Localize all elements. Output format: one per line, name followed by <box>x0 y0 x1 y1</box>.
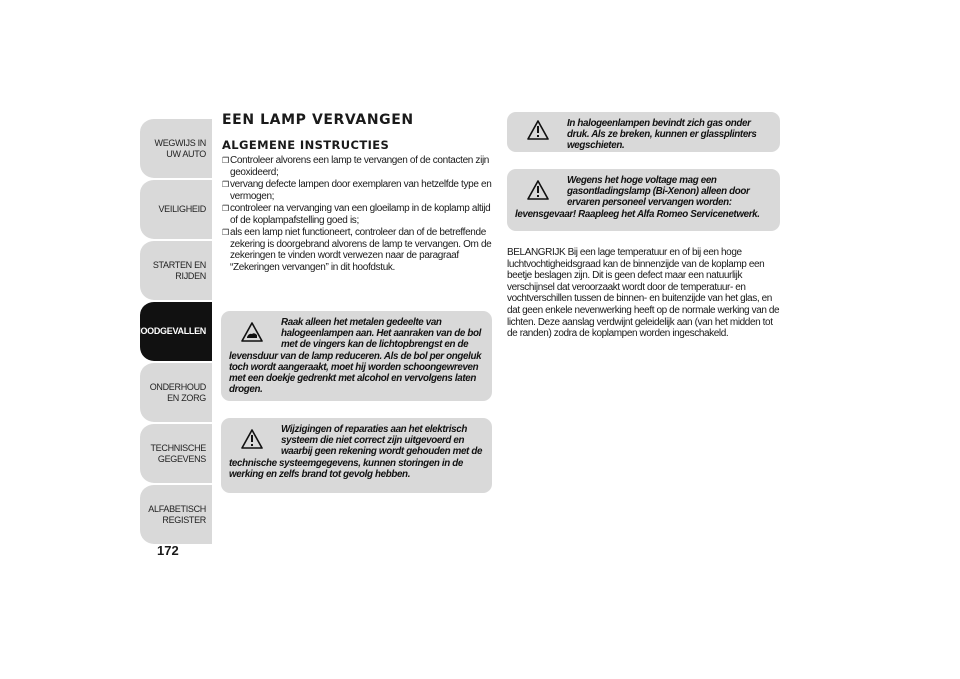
hand-warning-icon <box>241 322 263 342</box>
warning-text: Wegens het hoge voltage mag een gasontladingslamp (Bi-Xenon) alleen door ervaren personeel vervangen worden: levensgevaar! Raapleeg het Alfa Romeo Servicenetwerk. <box>515 175 760 220</box>
tab-technische-gegevens[interactable] <box>140 423 212 483</box>
checkbox-bullet-icon: ❒ <box>222 228 229 237</box>
tab-label: TECHNISCHE GEGEVENS <box>150 442 206 464</box>
checkbox-bullet-icon: ❒ <box>222 204 229 213</box>
checkbox-bullet-icon: ❒ <box>222 180 229 189</box>
warning-triangle-icon <box>241 429 263 449</box>
section-title: ALGEMENE INSTRUCTIES <box>222 138 390 152</box>
tab-noodgevallen[interactable] <box>134 301 212 361</box>
page-title: EEN LAMP VERVANGEN <box>222 112 414 128</box>
list-item <box>222 155 492 178</box>
tab-label: ONDERHOUD EN ZORG <box>149 381 206 403</box>
tab-label: ALFABETISCH REGISTER <box>148 503 206 525</box>
tab-label: NOODGEVALLEN <box>134 326 206 336</box>
tab-label: STARTEN EN RIJDEN <box>152 259 206 281</box>
tab-label: WEGWIJS IN UW AUTO <box>154 137 206 159</box>
warning-box-xenon <box>507 169 780 231</box>
page-number: 172 <box>157 543 179 558</box>
list-item-text: als een lamp niet functioneert, controleer dan of de betreffende zekering is doorgebrand alvorens de lamp te vervangen. Om de zekeringen te vinden wordt verwezen naar de paragraaf “Zekeringen vervangen” in dit hoofdstuk. <box>230 227 492 273</box>
warning-box-halogen-handling <box>221 311 492 401</box>
tab-veiligheid[interactable] <box>140 179 212 239</box>
list-item-text: Controleer alvorens een lamp te vervangen of de contacten zijn geoxideerd; <box>230 155 490 178</box>
warning-triangle-icon <box>527 120 549 140</box>
tab-label: VEILIGHEID <box>158 204 206 214</box>
tab-alfabetisch-register[interactable] <box>140 484 212 544</box>
warning-text: Raak alleen het metalen gedeelte van halogeenlampen aan. Het aanraken van de bol met de vingers kan de lichtopbrengst en de levensduur van de lamp reduceren. Als de bol per ongeluk toch wordt aangeraakt, moet hij worden schoongewreven met een doekje gedrenkt met alcohol en vervolgens laten drogen. <box>229 317 482 396</box>
tab-starten-en-rijden[interactable] <box>140 240 212 300</box>
list-item <box>222 203 492 226</box>
warning-triangle-icon <box>527 180 549 200</box>
list-item <box>222 179 492 202</box>
important-note: BELANGRIJK Bij een lage temperatuur en of bij een hoge luchtvochtigheidsgraad kan de binnenzijde van de koplamp een beetje beslagen zijn. Dit is geen defect maar een natuurlijk verschijnsel dat veroorzaakt wordt door de temperatuur- en vochtverschillen tussen de binnen- en buitenzijde van het glas, en dat geen enkele nevenwerking heeft op de normale werking van de lichten. Deze aanslag verdwijnt geleidelijk aan (van het midden tot de randen) zodra de koplampen worden ingeschakeld. <box>507 247 780 340</box>
checkbox-bullet-icon: ❒ <box>222 156 229 165</box>
list-item-text: vervang defecte lampen door exemplaren van hetzelfde type en vermogen; <box>230 179 492 202</box>
warning-text: In halogeenlampen bevindt zich gas onder druk. Als ze breken, kunnen er glassplinters wegschieten. <box>567 118 757 152</box>
warning-box-pressure <box>507 112 780 152</box>
warning-text: Wijzigingen of reparaties aan het elektrisch systeem die niet correct zijn uitgevoerd en waarbij geen rekening wordt gehouden met de technische systeemgegevens, kunnen storingen in de werking en zelfs brand tot gevolg hebben. <box>229 424 483 480</box>
list-item-text: controleer na vervanging van een gloeilamp in de koplamp altijd of de koplampafstelling goed is; <box>230 203 491 226</box>
tab-onderhoud-en-zorg[interactable] <box>140 362 212 422</box>
list-item <box>222 227 492 273</box>
warning-box-electrical <box>221 418 492 493</box>
instruction-list <box>222 155 492 274</box>
tab-wegwijs-in-uw-auto[interactable] <box>140 118 212 178</box>
